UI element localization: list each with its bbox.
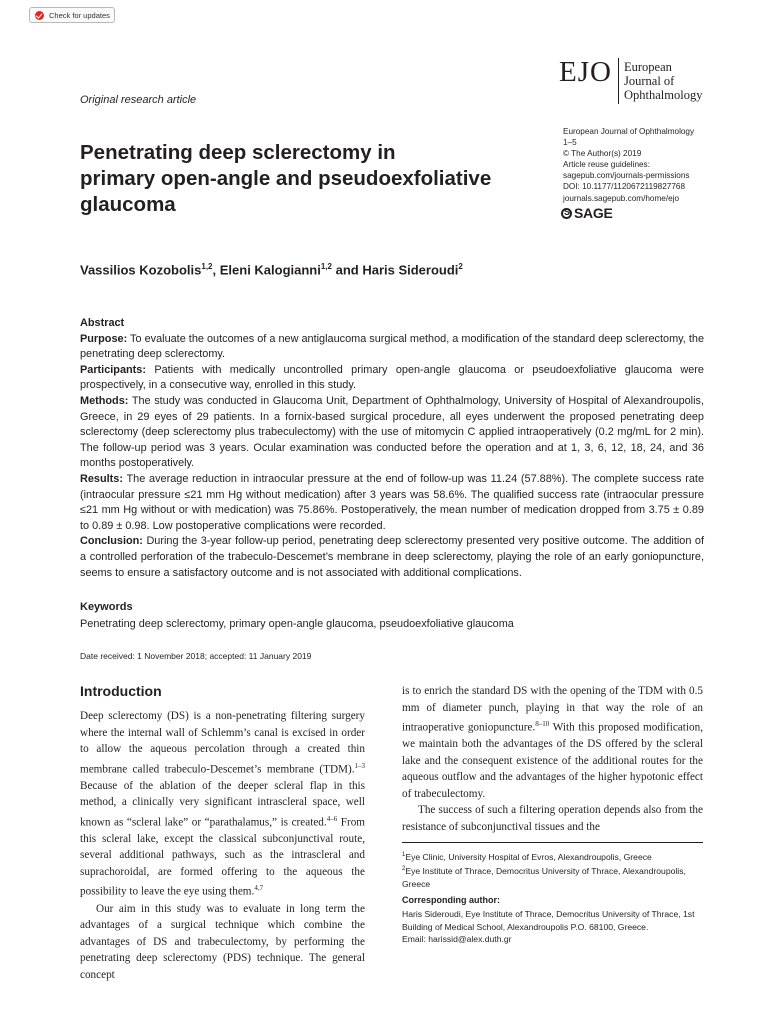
meta-journal-link[interactable]: journals.sagepub.com/home/ejo [563,193,680,203]
author-list [80,262,463,277]
abstract-methods [80,394,704,472]
check-for-updates-label: Check for updates [49,11,110,20]
citation-ref[interactable]: 4,7 [254,884,264,893]
title-line: glaucoma [80,193,176,216]
date-received: Date received: 1 November 2018; accepted: 11 January 2019 [80,651,312,661]
paragraph-text: Deep sclerectomy (DS) is a non-penetrating filtering surgery where the internal wall of Schlemm’s canal is excised in order to allow the aqueous percolation through a created thin membrane called trabeculo-Descemet’s membrane (TDM). [80,710,365,776]
title-line: primary open-angle and pseudoexfoliative [80,167,492,190]
methods-label: Methods: [80,394,129,407]
meta-journal: European Journal of Ophthalmology [563,127,695,136]
intro-paragraph: The success of such a filtering operation depends also from the resistance of subconjunctival tissues and the [402,804,703,833]
footnote-divider [402,842,703,843]
publisher-name: SAGE [574,205,613,221]
author-separator: , [212,262,220,278]
article-type: Original research article [80,94,197,106]
logo-divider [618,58,619,104]
abstract-conclusion [80,534,704,581]
journal-logo: EJO [559,56,612,88]
corresponding-author-heading: Corresponding author: [402,895,500,905]
abstract-results [80,472,704,534]
paragraph-text: is to enrich the standard DS with the opening of the TDM with 0.5 mm of diameter punch, playing in that way the role of an intraoperative goniopuncture. [402,685,703,734]
corresponding-email[interactable]: Email: harissid@alex.duth.gr [402,934,512,945]
affiliations [402,849,703,891]
affiliation-item [402,863,703,890]
purpose-label: Purpose: [80,332,128,345]
journal-name-line: Ophthalmology [624,88,703,102]
journal-name-line: European [624,60,672,74]
intro-paragraph [402,683,703,802]
article-title [80,140,560,218]
sage-icon [561,208,572,219]
author-separator: and [331,262,363,278]
participants-text: Patients with medically uncontrolled primary open-angle glaucoma or pseudoexfoliative glaucoma were prospectively, in a consecutive way, enrolled in this study. [80,363,704,392]
affiliation-text: Eye Clinic, University Hospital of Evros, Alexandroupolis, Greece [405,851,652,862]
publisher-logo [561,205,612,221]
meta-permissions-link[interactable]: sagepub.com/journals-permissions [563,171,690,181]
keywords-text: Penetrating deep sclerectomy, primary open-angle glaucoma, pseudoexfoliative glaucoma [80,618,514,630]
author-name: Haris Sideroudi [362,262,459,278]
purpose-text: To evaluate the outcomes of a new antiglaucoma surgical method, a modification of the standard deep sclerectomy, the penetrating deep sclerectomy. [80,332,704,361]
keywords-heading: Keywords [80,601,133,613]
conclusion-text: During the 3-year follow-up period, penetrating deep sclerectomy presented very positive outcome. The addition of a controlled perforation of the trabeculo-Descemet’s membrane in deep sclerectomy, playing the role of an early goniopuncture, seems to ensure a satisfactory outcome and is not associated with additional complications. [80,535,704,579]
paragraph-text: With this proposed modification, we maintain both the advantages of the DS offered by the scleral lake and the consequent existence of the additional routes for the aqueous outflow and the advantages of the higher hypotonic effect of trabeculectomy. [402,721,703,800]
body-column-right [402,683,703,835]
abstract-participants [80,363,704,394]
intro-paragraph: Our aim in this study was to evaluate in long term the advantages of a surgical technique which combine the advantages of DS and trabeculectomy, by performing the penetrating deep sclerectomy (PDS) technique. The general concept [80,902,365,981]
results-label: Results: [80,472,123,485]
article-meta [563,126,694,204]
abstract-section [80,316,704,581]
participants-label: Participants: [80,363,146,376]
intro-paragraph [80,708,365,901]
author-name: Eleni Kalogianni [219,262,321,278]
corresponding-address: Haris Sideroudi, Eye Institute of Thrace, Democritus University of Thrace, 1st Building of Medical School, Alexandroupolis P.O. 68100, Greece. [402,909,695,932]
abstract-heading: Abstract [80,317,125,329]
author-affiliation-mark: 2 [458,262,463,271]
corresponding-author [402,908,703,946]
affiliation-text: Eye Institute of Thrace, Democritus University of Thrace, Alexandroupolis, Greece [402,866,686,889]
introduction-heading: Introduction [80,683,162,699]
paragraph-text: Because of the ablation of the deeper scleral flap in this method, a clinically very significant intrascleral space, well known as “scleral lake” or “parathalamus,” is created. [80,779,365,829]
citation-ref[interactable]: 8–10 [535,720,550,728]
methods-text: The study was conducted in Glaucoma Unit, Department of Ophthalmology, University of Hospital of Alexandroupolis, Greece, in 29 eyes of 29 patients. In a fornix-based surgical procedure, all eyes underwent the proposed penetrating deep sclerectomy (deep sclerectomy plus trabeculectomy) with the use of mitomycin C applied intraoperatively (0.2 mg/mL for 2 min). The follow-up period was 3 years. Ocular examination was conducted before the operation and at 1, 3, 6, 12, 18, 24, and 36 months postoperatively. [80,394,704,470]
results-text: The average reduction in intraocular pressure at the end of follow-up was 11.24 (57.88%). The complete success rate (intraocular pressure ≤21 mm Hg without medication) after 3 years was 58.6%. The qualified success rate (intraocular pressure ≤21 mm Hg without or with medication) was 75.86%. Postoperatively, the mean number of medication dropped from 3.75 ± 0.89 to 0.89 ± 0.98. Low postoperative complications were recorded. [80,472,704,532]
affiliation-mark: 1 [402,852,406,858]
check-for-updates-button[interactable] [29,7,115,23]
author-affiliation-mark: 1,2 [320,262,332,271]
citation-ref[interactable]: 4–6 [326,814,338,823]
check-badge-icon [35,11,44,20]
journal-name-line: Journal of [624,74,675,88]
affiliation-mark: 2 [402,866,406,873]
meta-copyright: © The Author(s) 2019 [563,149,642,159]
affiliation-item [402,849,703,863]
abstract-purpose [80,332,704,363]
meta-pages: 1–5 [563,138,577,148]
meta-reuse-label: Article reuse guidelines: [563,160,650,170]
journal-name [624,60,702,102]
title-line: Penetrating deep sclerectomy in [80,141,396,164]
meta-doi[interactable]: DOI: 10.1177/1120672119827768 [563,182,686,192]
author-affiliation-mark: 1,2 [201,262,213,271]
conclusion-label: Conclusion: [80,535,143,548]
paragraph-text: From this scleral lake, except the classical subconjunctival route, several additional pathways, such as the intrascleral and suprachoroidal, are formed offering to the aqueous the possibility to leave the eye using them. [80,816,365,899]
author-name: Vassilios Kozobolis [80,262,202,278]
body-column-left [80,708,365,983]
citation-ref[interactable]: 1–3 [354,761,365,770]
